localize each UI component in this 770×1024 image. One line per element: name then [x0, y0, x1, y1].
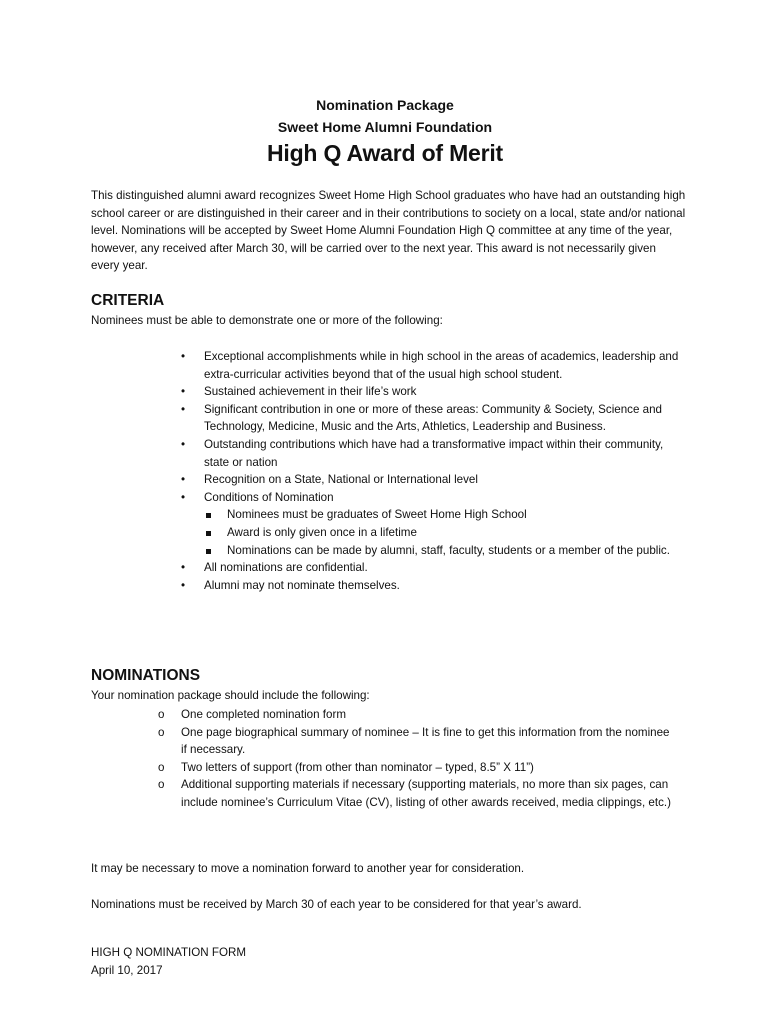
square-bullet-icon [206, 549, 211, 554]
square-bullet-icon [206, 513, 211, 518]
condition-text: Nominees must be graduates of Sweet Home High School [227, 508, 527, 522]
nomination-item-text: One completed nomination form [181, 708, 346, 721]
list-item [178, 348, 683, 383]
criteria-item-text: Sustained achievement in their life’s work [204, 385, 417, 399]
bullet-icon: • [181, 490, 186, 504]
criteria-item-text: Outstanding contributions which have had a transformative impact within their community, state or nation [204, 437, 664, 469]
criteria-item-text: Significant contribution in one or more of these areas: Community & Society, Science and Technology, Medicine, Music and the Arts, Athletics, Leadership and Business. [204, 402, 662, 434]
bullet-icon: • [181, 350, 186, 363]
package-label: Nomination Package [316, 97, 454, 113]
footer-date: April 10, 2017 [91, 963, 163, 977]
list-item [156, 776, 676, 811]
nominations-lead: Your nomination package should include the following: [91, 689, 370, 702]
nomination-item-text: Additional supporting materials if necessary (supporting materials, no more than six pages, can include nominee’s Curriculum Vitae (CV), listing of other awards received, media clippings, etc.) [181, 778, 671, 809]
nomination-item-text: One page biographical summary of nominee – It is fine to get this information from the nominee if necessary. [181, 725, 670, 757]
nominations-list [156, 706, 676, 812]
circle-bullet-icon: o [158, 708, 165, 721]
criteria-item-text: Conditions of Nomination [204, 490, 334, 504]
criteria-item-text: Alumni may not nominate themselves. [204, 578, 400, 592]
conditions-list [204, 506, 683, 559]
list-item [178, 559, 683, 577]
condition-text: Nominations can be made by alumni, staff, faculty, students or a member of the public. [227, 543, 670, 557]
criteria-list [178, 348, 683, 594]
bullet-icon: • [181, 385, 186, 399]
nominations-heading: NOMINATIONS [91, 667, 201, 684]
circle-bullet-icon: o [158, 778, 165, 792]
criteria-item-text: All nominations are confidential. [204, 561, 368, 575]
list-item [156, 706, 676, 724]
bullet-icon: • [181, 578, 186, 592]
criteria-heading: CRITERIA [91, 292, 165, 309]
criteria-lead: Nominees must be able to demonstrate one or more of the following: [91, 314, 443, 327]
list-item [178, 489, 683, 559]
square-bullet-icon [206, 531, 211, 536]
nomination-item-text: Two letters of support (from other than nominator – typed, 8.5” X 11”) [181, 760, 534, 774]
closing-note-deadline: Nominations must be received by March 30 of each year to be considered for that year’s award. [91, 898, 582, 911]
list-item [178, 577, 683, 595]
list-item [178, 436, 683, 471]
page-title: High Q Award of Merit [266, 140, 504, 166]
bullet-icon: • [181, 437, 186, 451]
document-header [0, 95, 770, 139]
list-item [178, 471, 683, 489]
closing-note-forward: It may be necessary to move a nomination forward to another year for consideration. [91, 862, 525, 875]
list-item [156, 724, 676, 759]
foundation-name: Sweet Home Alumni Foundation [277, 119, 493, 135]
footer-form-name: HIGH Q NOMINATION FORM [91, 946, 247, 959]
bullet-icon: • [181, 473, 186, 487]
criteria-item-text: Recognition on a State, National or International level [204, 473, 478, 487]
list-item [204, 506, 683, 524]
document-footer [91, 944, 246, 979]
circle-bullet-icon: o [158, 760, 165, 774]
criteria-item-text: Exceptional accomplishments while in high school in the areas of academics, leadership and extra-curricular activities beyond that of the usual high school student. [204, 350, 679, 381]
list-item [204, 524, 683, 542]
circle-bullet-icon: o [158, 725, 165, 739]
intro-paragraph: This distinguished alumni award recognizes Sweet Home High School graduates who have had an outstanding high school career or are distinguished in their career and in their contributions to society on a local, state and/or national level. Nominations will be accepted by Sweet Home Alumni Foundation High Q committee at any time of the year, however, any received after March 30, will be carried over to the next year. This award is not necessarily given every year. [91, 189, 686, 273]
list-item [178, 383, 683, 401]
bullet-icon: • [181, 402, 186, 416]
condition-text: Award is only given once in a lifetime [227, 525, 417, 539]
bullet-icon: • [181, 561, 186, 575]
list-item [204, 542, 683, 560]
list-item [156, 759, 676, 777]
list-item [178, 401, 683, 436]
